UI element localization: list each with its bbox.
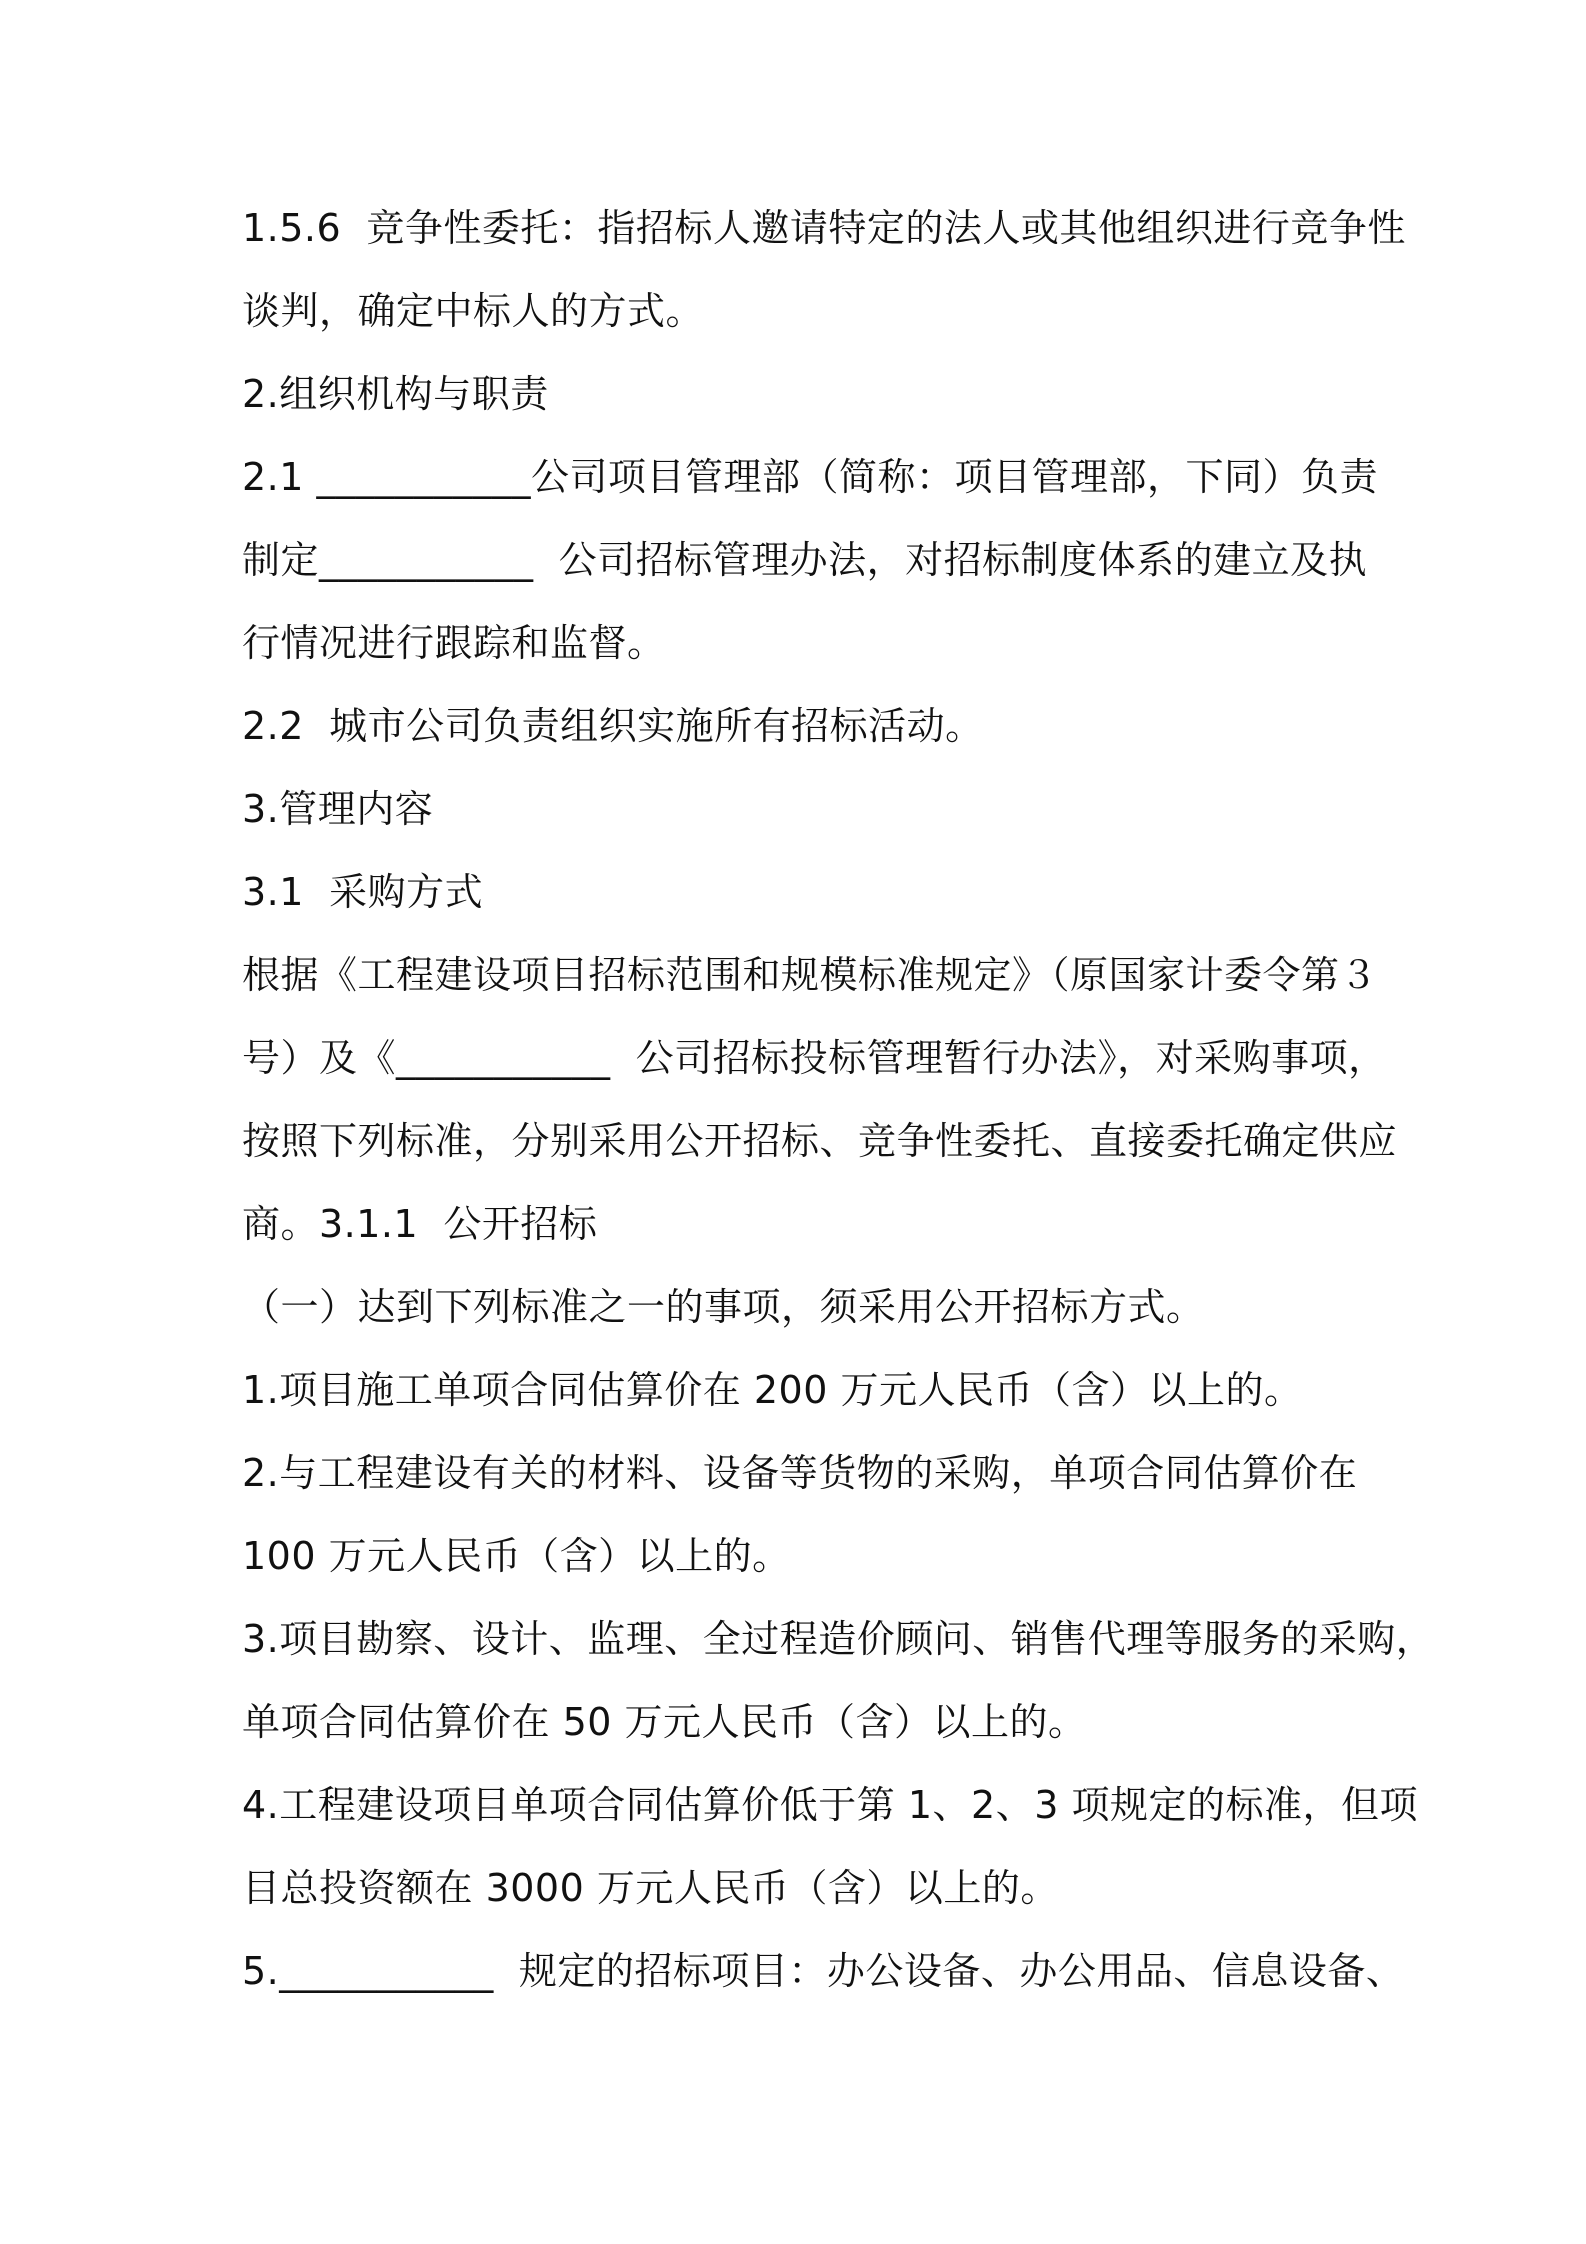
text-line-2: 谈判，确定中标人的方式。: [242, 289, 705, 333]
text-line-15: 1.项目施工单项合同估算价在 200 万元人民币（含）以上的。: [242, 1368, 1303, 1412]
text-line-14: （一）达到下列标准之一的事项，须采用公开招标方式。: [242, 1285, 1205, 1329]
section-heading-3: 3.管理内容: [242, 787, 434, 831]
subsection-heading-3-1: 3.1 采购方式: [242, 870, 484, 914]
text-line-4: 2.1 ___________公司项目管理部（简称：项目管理部，下同）负责: [242, 455, 1379, 499]
text-line-18: 3.项目勘察、设计、监理、全过程造价顾问、销售代理等服务的采购，: [242, 1617, 1435, 1661]
text-line-13: 商。3.1.1 公开招标: [242, 1202, 598, 1246]
text-line-21: 目总投资额在 3000 万元人民币（含）以上的。: [242, 1866, 1059, 1910]
text-line-6: 行情况进行跟踪和监督。: [242, 621, 666, 665]
text-line-19: 单项合同估算价在 50 万元人民币（含）以上的。: [242, 1700, 1087, 1744]
text-line-20: 4.工程建设项目单项合同估算价低于第 1、2、3 项规定的标准，但项: [242, 1783, 1418, 1827]
text-line-12: 按照下列标准，分别采用公开招标、竞争性委托、直接委托确定供应: [242, 1119, 1398, 1163]
text-line-10: 根据《工程建设项目招标范围和规模标准规定》（原国家计委令第３: [242, 953, 1379, 997]
text-line-16: 2.与工程建设有关的材料、设备等货物的采购，单项合同估算价在: [242, 1451, 1358, 1495]
text-line-17: 100 万元人民币（含）以上的。: [242, 1534, 791, 1578]
text-line-5: 制定___________ 公司招标管理办法，对招标制度体系的建立及执: [242, 538, 1368, 582]
text-line-22: 5.___________ 规定的招标项目：办公设备、办公用品、信息设备、: [242, 1949, 1405, 1993]
text-line-11: 号）及《___________ 公司招标投标管理暂行办法》，对采购事项，: [242, 1036, 1387, 1080]
section-heading-2: 2.组织机构与职责: [242, 372, 549, 416]
text-line-7: 2.2 城市公司负责组织实施所有招标活动。: [242, 704, 984, 748]
text-line-1: 1.5.6 竞争性委托：指招标人邀请特定的法人或其他组织进行竞争性: [242, 206, 1406, 250]
